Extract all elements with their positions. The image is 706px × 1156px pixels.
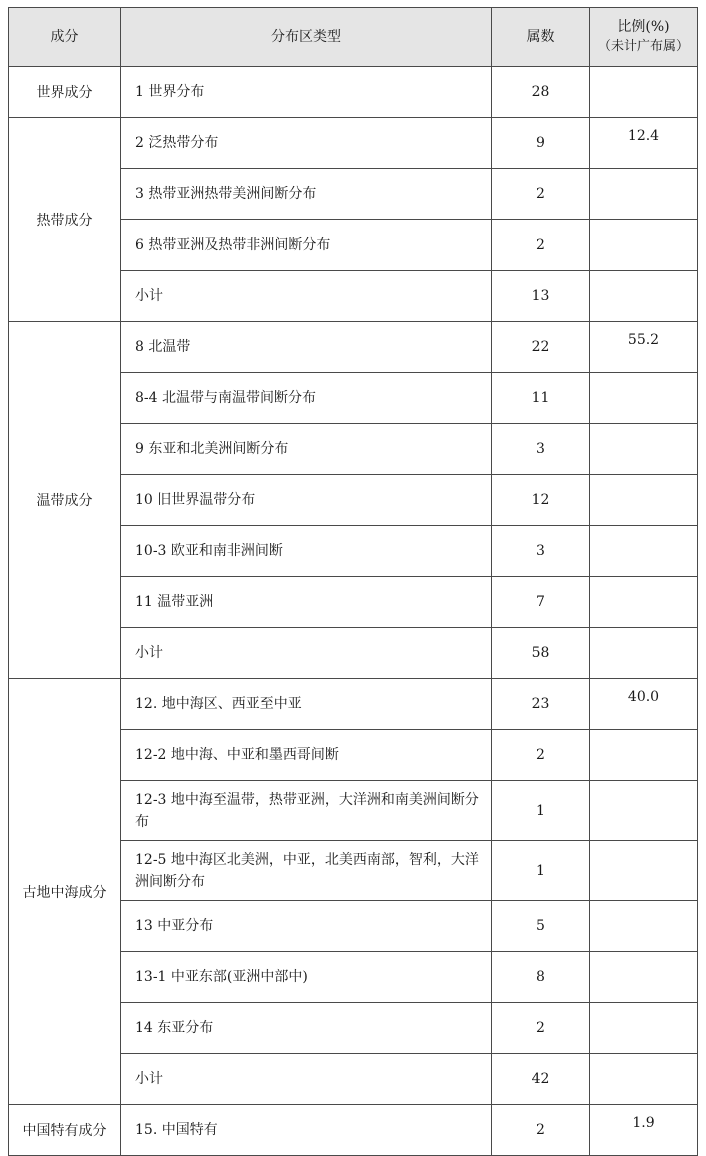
header-type: 分布区类型 [121,8,492,67]
genera-count-cell: 2 [492,1003,590,1054]
distribution-type-cell: 6 热带亚洲及热带非洲间断分布 [121,220,492,271]
table-row [9,322,698,373]
ratio-cell [590,730,698,781]
ratio-cell [590,271,698,322]
genera-count-cell: 2 [492,1105,590,1156]
distribution-type-cell: 13-1 中亚东部(亚洲中部中) [121,952,492,1003]
genera-count-cell: 7 [492,577,590,628]
header-ratio-line1: 比例(%) [617,19,670,35]
genera-count-cell: 23 [492,679,590,730]
header-component: 成分 [9,8,121,67]
distribution-type-cell: 14 东亚分布 [121,1003,492,1054]
ratio-cell [590,373,698,424]
distribution-type-cell: 12. 地中海区、西亚至中亚 [121,679,492,730]
ratio-cell [590,1003,698,1054]
genera-count-cell: 2 [492,169,590,220]
component-cell: 中国特有成分 [9,1105,121,1156]
distribution-type-cell: 15. 中国特有 [121,1105,492,1156]
table-row [9,118,698,169]
distribution-type-cell: 2 泛热带分布 [121,118,492,169]
header-row [9,8,698,67]
ratio-cell [590,577,698,628]
distribution-type-cell: 9 东亚和北美洲间断分布 [121,424,492,475]
distribution-type-cell: 小计 [121,1054,492,1105]
table-row [9,67,698,118]
ratio-cell [590,901,698,952]
genera-count-cell: 1 [492,781,590,841]
genera-count-cell: 58 [492,628,590,679]
genera-count-cell: 3 [492,526,590,577]
distribution-type-cell: 小计 [121,271,492,322]
distribution-type-cell: 3 热带亚洲热带美洲间断分布 [121,169,492,220]
genera-count-cell: 8 [492,952,590,1003]
ratio-cell [590,424,698,475]
distribution-type-cell: 小计 [121,628,492,679]
ratio-cell [590,169,698,220]
table-container [8,7,698,1156]
table-row [9,679,698,730]
distribution-type-cell: 11 温带亚洲 [121,577,492,628]
table-body [9,67,698,1156]
ratio-cell [590,67,698,118]
genera-count-cell: 3 [492,424,590,475]
genera-count-cell: 22 [492,322,590,373]
ratio-cell [590,628,698,679]
distribution-type-cell: 13 中亚分布 [121,901,492,952]
genera-count-cell: 9 [492,118,590,169]
header-ratio [590,8,698,67]
ratio-cell [590,1054,698,1105]
ratio-cell: 12.4 [590,118,698,169]
genera-count-cell: 28 [492,67,590,118]
component-cell: 温带成分 [9,322,121,679]
ratio-cell: 1.9 [590,1105,698,1156]
distribution-type-cell: 12-2 地中海、中亚和墨西哥间断 [121,730,492,781]
genera-count-cell: 42 [492,1054,590,1105]
distribution-table [8,7,698,1156]
distribution-type-cell: 12-5 地中海区北美洲，中亚，北美西南部，智利，大洋洲间断分布 [121,841,492,901]
component-cell: 世界成分 [9,67,121,118]
distribution-type-cell: 10-3 欧亚和南非洲间断 [121,526,492,577]
genera-count-cell: 1 [492,841,590,901]
header-genera: 属数 [492,8,590,67]
component-cell: 热带成分 [9,118,121,322]
ratio-cell [590,475,698,526]
ratio-cell: 40.0 [590,679,698,730]
distribution-type-cell: 10 旧世界温带分布 [121,475,492,526]
component-cell: 古地中海成分 [9,679,121,1105]
ratio-cell [590,220,698,271]
ratio-cell [590,952,698,1003]
distribution-type-cell: 8 北温带 [121,322,492,373]
genera-count-cell: 13 [492,271,590,322]
genera-count-cell: 2 [492,730,590,781]
distribution-type-cell: 1 世界分布 [121,67,492,118]
genera-count-cell: 11 [492,373,590,424]
distribution-type-cell: 8-4 北温带与南温带间断分布 [121,373,492,424]
genera-count-cell: 5 [492,901,590,952]
genera-count-cell: 2 [492,220,590,271]
table-row [9,1105,698,1156]
ratio-cell: 55.2 [590,322,698,373]
table-header [9,8,698,67]
ratio-cell [590,526,698,577]
header-ratio-line2: （未计广布属） [597,39,689,54]
genera-count-cell: 12 [492,475,590,526]
distribution-type-cell: 12-3 地中海至温带，热带亚洲，大洋洲和南美洲间断分布 [121,781,492,841]
ratio-cell [590,781,698,841]
ratio-cell [590,841,698,901]
